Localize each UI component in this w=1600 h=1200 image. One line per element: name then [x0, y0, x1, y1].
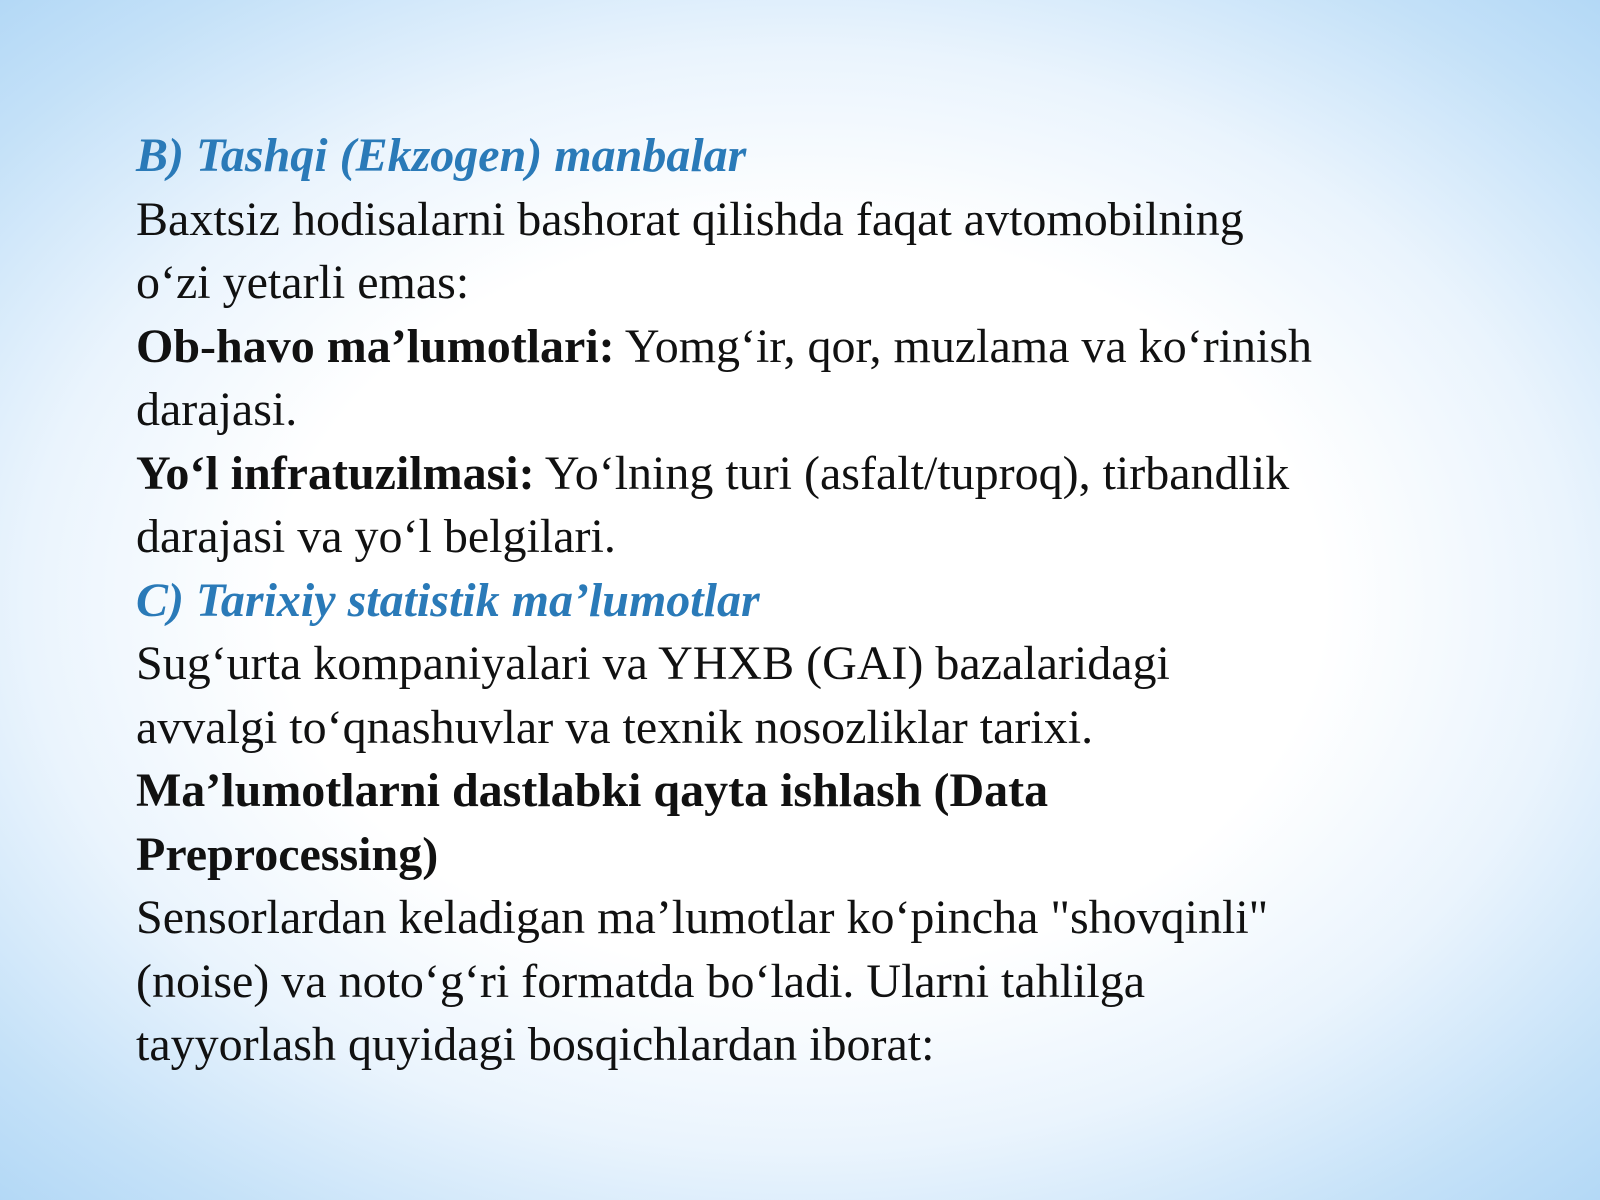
preprocessing-heading-line-2: Preprocessing): [136, 827, 439, 881]
weather-paragraph: [136, 315, 1466, 379]
weather-text: Yomg‘ir, qor, muzlama va ko‘rinish: [614, 319, 1313, 373]
section-b-heading: B) Tashqi (Ekzogen) manbalar: [136, 129, 747, 182]
section-c-line-2: avvalgi to‘qnashuvlar va texnik nosozliklar tarixi.: [136, 700, 1094, 754]
preprocessing-line-2: (noise) va noto‘g‘ri formatda bo‘ladi. Ularni tahlilga: [136, 954, 1146, 1008]
section-c-line-1: Sug‘urta kompaniyalari va YHXB (GAI) bazalaridagi: [136, 637, 1170, 690]
section-b-intro-line-2: o‘zi yetarli emas:: [136, 256, 470, 309]
preprocessing-line-1: Sensorlardan keladigan ma’lumotlar ko‘pincha "shovqinli": [136, 891, 1269, 944]
preprocessing-line-3: tayyorlash quyidagi bosqichlardan iborat:: [136, 1018, 935, 1071]
preprocessing-heading-line-1: Ma’lumotlarni dastlabki qayta ishlash (Data: [136, 764, 1049, 817]
slide-content: [136, 124, 1466, 1077]
road-label: Yo‘l infratuzilmasi:: [136, 446, 535, 500]
section-b-intro-line-1: Baxtsiz hodisalarni bashorat qilishda faqat avtomobilning: [136, 192, 1244, 246]
road-paragraph: [136, 442, 1466, 506]
section-c-heading: C) Tarixiy statistik ma’lumotlar: [136, 573, 760, 627]
weather-continuation: darajasi.: [136, 383, 298, 436]
weather-label: Ob-havo ma’lumotlari:: [136, 319, 615, 373]
road-continuation: darajasi va yo‘l belgilari.: [136, 510, 616, 563]
road-text: Yo‘lning turi (asfalt/tuproq), tirbandlik: [534, 446, 1290, 500]
